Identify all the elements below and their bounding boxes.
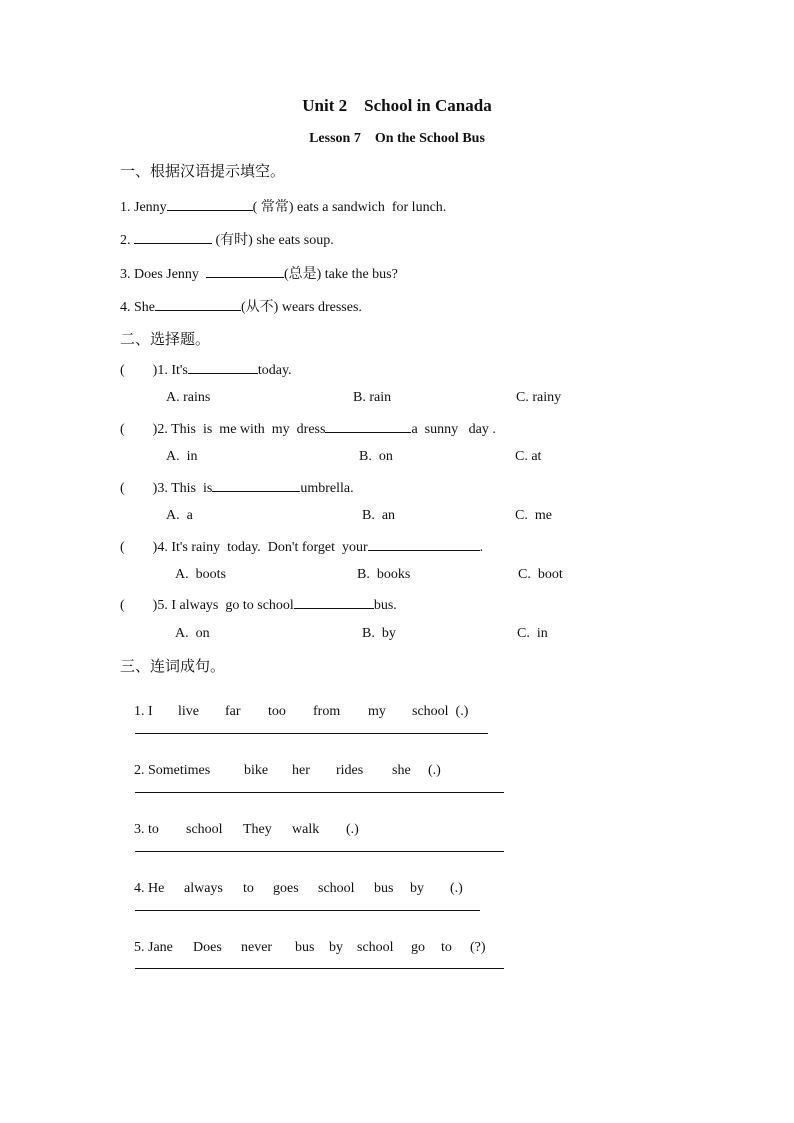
choice-question-4 <box>120 538 483 556</box>
choice-question-5 <box>120 596 397 614</box>
scramble-word: rides <box>336 763 364 778</box>
question-text: ( )1. It's <box>120 363 188 378</box>
scramble-word: bike <box>244 763 269 778</box>
scramble-word: from <box>313 704 341 719</box>
scramble-word: by <box>329 940 343 955</box>
fill-item-4 <box>120 296 362 316</box>
scramble-label: 3. to <box>134 822 159 837</box>
option-a[interactable]: A. on <box>175 626 210 641</box>
scramble-item-1 <box>120 688 468 736</box>
answer-line[interactable] <box>135 733 488 734</box>
fill-item-text: 3. Does Jenny <box>120 267 206 282</box>
choice-question-3 <box>120 479 354 497</box>
question-text: bus. <box>373 598 397 613</box>
answer-blank[interactable] <box>188 361 258 374</box>
fill-item-text: she eats soup. <box>252 233 334 248</box>
scramble-label: 5. Jane <box>134 940 173 955</box>
scramble-word: by <box>410 881 424 896</box>
answer-line[interactable] <box>135 968 504 969</box>
option-c[interactable]: C. boot <box>518 567 563 582</box>
option-c[interactable]: C. at <box>515 449 542 464</box>
fill-item-text: wears dresses. <box>278 300 362 315</box>
chinese-hint: (从不) <box>241 300 279 315</box>
chinese-hint: ( 常常) <box>252 200 294 215</box>
fill-item-text: 1. Jenny <box>120 200 167 215</box>
scramble-word: her <box>292 763 310 778</box>
section-heading-word-order: 三、连词成句。 <box>120 657 226 675</box>
scramble-word: school (.) <box>412 704 469 719</box>
answer-blank[interactable] <box>212 479 300 492</box>
section-heading-multiple-choice: 二、选择题。 <box>120 330 211 348</box>
option-a[interactable]: A. boots <box>175 567 226 582</box>
fill-item-1 <box>120 196 446 216</box>
scramble-word: school <box>186 822 223 837</box>
choice-question-2 <box>120 420 496 438</box>
scramble-item-2 <box>120 747 441 795</box>
scramble-item-3 <box>120 806 359 854</box>
fill-item-text: 2. <box>120 233 134 248</box>
fill-item-text: eats a sandwich for lunch. <box>293 200 447 215</box>
scramble-word: They <box>243 822 272 837</box>
answer-line[interactable] <box>135 851 504 852</box>
scramble-word: to <box>441 940 452 955</box>
option-b[interactable]: B. books <box>357 567 411 582</box>
question-text: today. <box>257 363 292 378</box>
fill-item-text: 4. She <box>120 300 155 315</box>
scramble-word: always <box>184 881 223 896</box>
question-text: . <box>479 540 484 555</box>
answer-line[interactable] <box>135 910 480 911</box>
fill-item-2 <box>120 229 334 249</box>
scramble-word: bus <box>374 881 394 896</box>
question-text: ( )3. This is <box>120 481 213 496</box>
scramble-word: my <box>368 704 386 719</box>
option-a[interactable]: A. in <box>166 449 198 464</box>
scramble-word: school <box>357 940 394 955</box>
answer-blank[interactable] <box>155 298 241 311</box>
option-b[interactable]: B. an <box>362 508 396 523</box>
scramble-item-4 <box>120 865 463 913</box>
fill-item-text: take the bus? <box>321 267 398 282</box>
question-text: umbrella. <box>300 481 354 496</box>
fill-item-3 <box>120 263 398 283</box>
option-a[interactable]: A. a <box>166 508 193 523</box>
answer-blank[interactable] <box>368 538 480 551</box>
question-text: ( )5. I always go to school <box>120 598 294 613</box>
answer-blank[interactable] <box>167 198 253 211</box>
scramble-word: to <box>243 881 254 896</box>
scramble-label: 1. I <box>134 704 153 719</box>
scramble-label: 2. Sometimes <box>134 763 211 778</box>
answer-line[interactable] <box>135 792 504 793</box>
scramble-word: far <box>225 704 241 719</box>
answer-blank[interactable] <box>325 420 411 433</box>
scramble-word: never <box>241 940 273 955</box>
option-c[interactable]: C. rainy <box>516 390 562 405</box>
chinese-hint: (总是) <box>283 267 322 282</box>
option-a[interactable]: A. rains <box>166 390 211 405</box>
scramble-word: go <box>411 940 425 955</box>
answer-blank[interactable] <box>134 231 212 244</box>
choice-question-1 <box>120 361 292 379</box>
scramble-word: bus <box>295 940 315 955</box>
scramble-word: school <box>318 881 355 896</box>
option-b[interactable]: B. on <box>359 449 393 464</box>
scramble-item-5 <box>120 924 486 972</box>
scramble-word: goes <box>273 881 299 896</box>
option-b[interactable]: B. by <box>362 626 396 641</box>
scramble-word: too <box>268 704 286 719</box>
option-c[interactable]: C. me <box>515 508 552 523</box>
question-text: ( )2. This is me with my dress <box>120 422 326 437</box>
section-heading-fill-blanks: 一、根据汉语提示填空。 <box>120 162 286 180</box>
question-text: a sunny day . <box>411 422 496 437</box>
answer-blank[interactable] <box>206 265 284 278</box>
lesson-subtitle: Lesson 7 On the School Bus <box>309 131 485 146</box>
chinese-hint: (有时) <box>212 233 253 248</box>
scramble-word: Does <box>193 940 222 955</box>
scramble-word: (.) <box>428 763 441 778</box>
option-c[interactable]: C. in <box>517 626 548 641</box>
scramble-word: (?) <box>470 940 486 955</box>
scramble-label: 4. He <box>134 881 165 896</box>
scramble-word: (.) <box>346 822 359 837</box>
scramble-word: live <box>178 704 199 719</box>
page-title: Unit 2 School in Canada <box>302 96 492 115</box>
option-b[interactable]: B. rain <box>353 390 392 405</box>
question-text: ( )4. It's rainy today. Don't forget your <box>120 540 368 555</box>
scramble-word: walk <box>292 822 320 837</box>
answer-blank[interactable] <box>294 596 374 609</box>
scramble-word: she <box>392 763 411 778</box>
scramble-word: (.) <box>450 881 463 896</box>
